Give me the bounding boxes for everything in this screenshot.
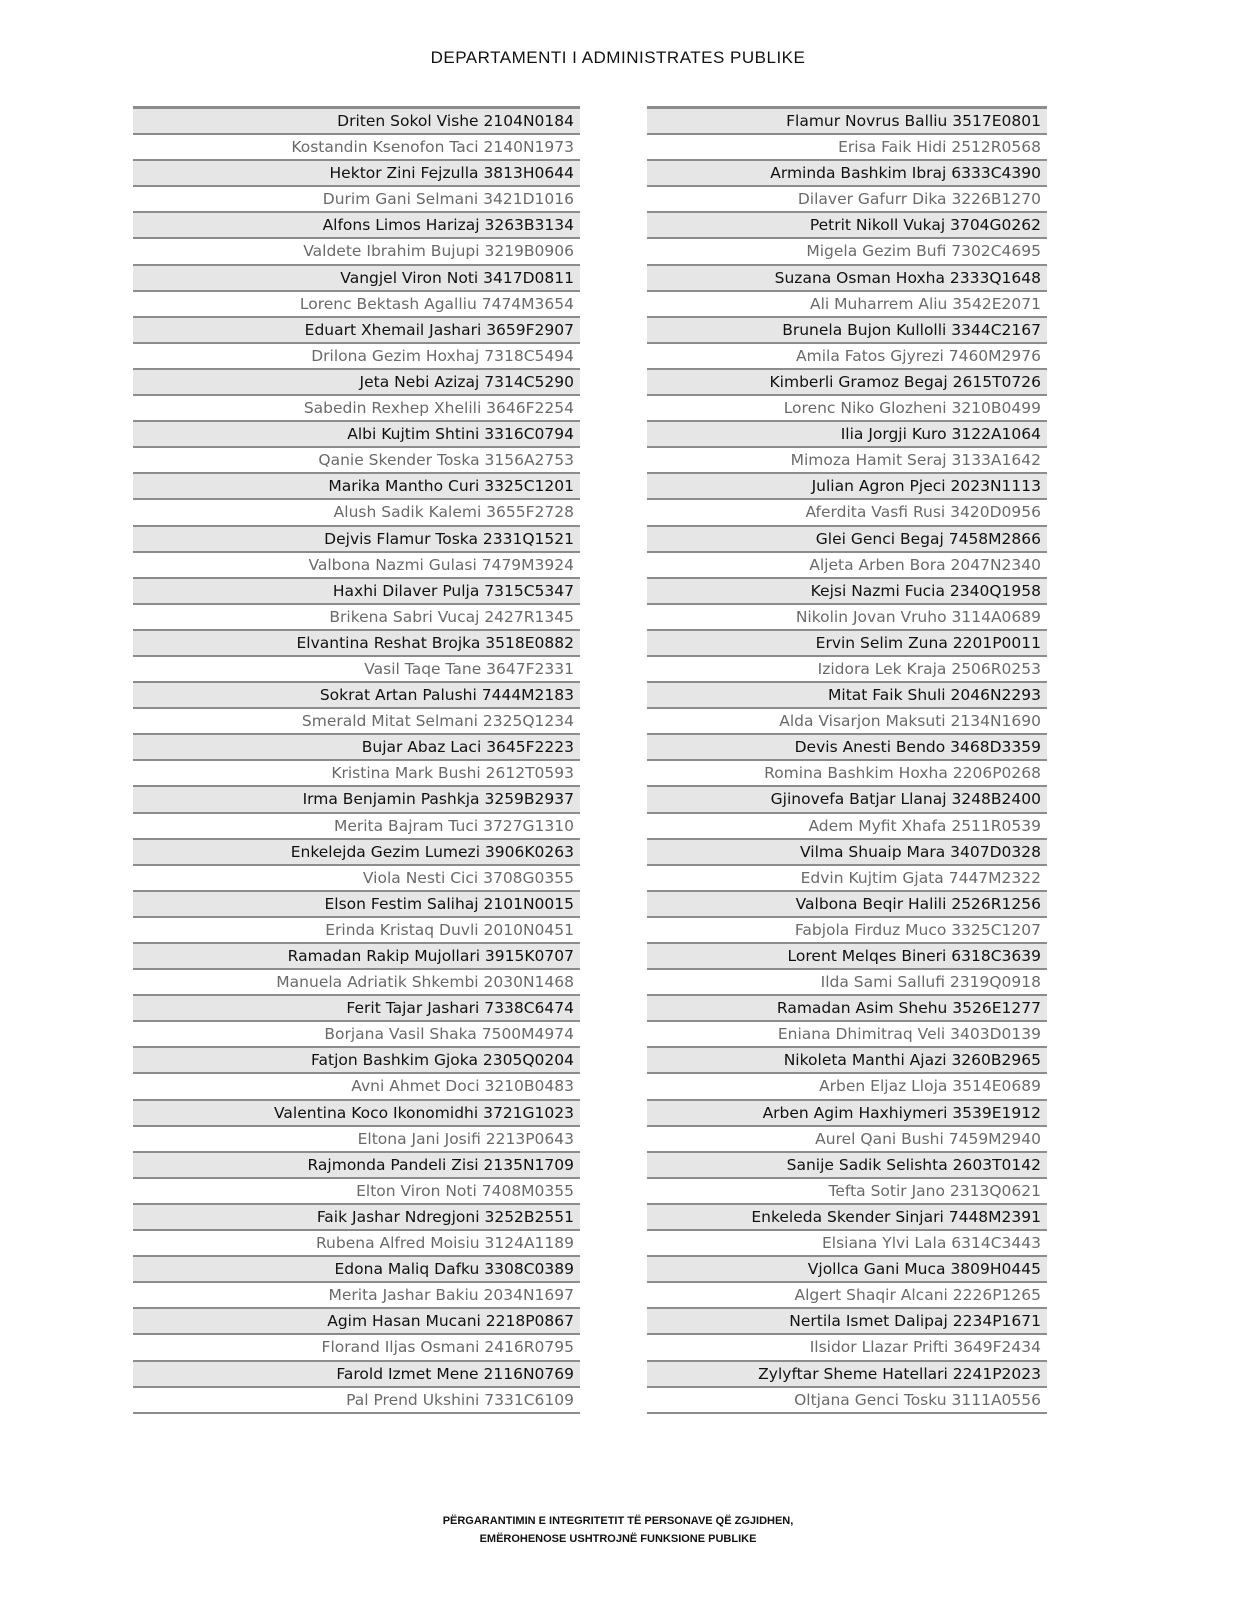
list-row: Kostandin Ksenofon Taci 2140N1973 [133,135,580,161]
list-row: Borjana Vasil Shaka 7500M4974 [133,1022,580,1048]
list-row: Rubena Alfred Moisiu 3124A1189 [133,1231,580,1257]
list-row: Farold Izmet Mene 2116N0769 [133,1362,580,1388]
list-row: Erinda Kristaq Duvli 2010N0451 [133,918,580,944]
list-row: Enkeleda Skender Sinjari 7448M2391 [647,1205,1047,1231]
list-row: Merita Jashar Bakiu 2034N1697 [133,1283,580,1309]
list-row: Eltona Jani Josifi 2213P0643 [133,1127,580,1153]
list-row: Rajmonda Pandeli Zisi 2135N1709 [133,1153,580,1179]
list-row: Aurel Qani Bushi 7459M2940 [647,1127,1047,1153]
list-row: Aferdita Vasfi Rusi 3420D0956 [647,500,1047,526]
list-row: Zylyftar Sheme Hatellari 2241P2023 [647,1362,1047,1388]
list-row: Brikena Sabri Vucaj 2427R1345 [133,605,580,631]
list-row: Elsiana Ylvi Lala 6314C3443 [647,1231,1047,1257]
list-row: Dejvis Flamur Toska 2331Q1521 [133,527,580,553]
list-row: Nikoleta Manthi Ajazi 3260B2965 [647,1048,1047,1074]
page-footer [0,1512,1236,1548]
list-row: Fabjola Firduz Muco 3325C1207 [647,918,1047,944]
list-row: Agim Hasan Mucani 2218P0867 [133,1309,580,1335]
list-row: Mimoza Hamit Seraj 3133A1642 [647,448,1047,474]
list-row: Glei Genci Begaj 7458M2866 [647,527,1047,553]
list-row: Smerald Mitat Selmani 2325Q1234 [133,709,580,735]
list-row: Ali Muharrem Aliu 3542E2071 [647,292,1047,318]
list-row: Ramadan Rakip Mujollari 3915K0707 [133,944,580,970]
list-row: Irma Benjamin Pashkja 3259B2937 [133,787,580,813]
list-row: Kimberli Gramoz Begaj 2615T0726 [647,370,1047,396]
list-row: Amila Fatos Gjyrezi 7460M2976 [647,344,1047,370]
right-name-list [647,106,1047,1414]
list-row: Ilda Sami Sallufi 2319Q0918 [647,970,1047,996]
list-row: Haxhi Dilaver Pulja 7315C5347 [133,579,580,605]
list-row: Tefta Sotir Jano 2313Q0621 [647,1179,1047,1205]
list-row: Nikolin Jovan Vruho 3114A0689 [647,605,1047,631]
list-row: Aljeta Arben Bora 2047N2340 [647,553,1047,579]
list-row: Ramadan Asim Shehu 3526E1277 [647,996,1047,1022]
list-row: Alush Sadik Kalemi 3655F2728 [133,500,580,526]
list-row: Vjollca Gani Muca 3809H0445 [647,1257,1047,1283]
list-row: Lorent Melqes Bineri 6318C3639 [647,944,1047,970]
footer-line-1: PËRGARANTIMIN E INTEGRITETIT TË PERSONAVE QË ZGJIDHEN, [442,1515,794,1527]
list-row: Valentina Koco Ikonomidhi 3721G1023 [133,1101,580,1127]
list-row: Arben Eljaz Lloja 3514E0689 [647,1074,1047,1100]
list-row: Eduart Xhemail Jashari 3659F2907 [133,318,580,344]
left-name-list [133,106,580,1414]
list-row: Ilsidor Llazar Prifti 3649F2434 [647,1335,1047,1361]
list-row: Vilma Shuaip Mara 3407D0328 [647,840,1047,866]
list-row: Pal Prend Ukshini 7331C6109 [133,1388,580,1414]
list-row: Vangjel Viron Noti 3417D0811 [133,266,580,292]
list-row: Valbona Beqir Halili 2526R1256 [647,892,1047,918]
list-row: Edona Maliq Dafku 3308C0389 [133,1257,580,1283]
list-row: Eniana Dhimitraq Veli 3403D0139 [647,1022,1047,1048]
list-row: Suzana Osman Hoxha 2333Q1648 [647,266,1047,292]
list-row: Oltjana Genci Tosku 3111A0556 [647,1388,1047,1414]
list-row: Albi Kujtim Shtini 3316C0794 [133,422,580,448]
list-row: Gjinovefa Batjar Llanaj 3248B2400 [647,787,1047,813]
list-row: Jeta Nebi Azizaj 7314C5290 [133,370,580,396]
list-row: Valbona Nazmi Gulasi 7479M3924 [133,553,580,579]
list-row: Viola Nesti Cici 3708G0355 [133,866,580,892]
list-row: Algert Shaqir Alcani 2226P1265 [647,1283,1047,1309]
list-row: Kejsi Nazmi Fucia 2340Q1958 [647,579,1047,605]
list-row: Drilona Gezim Hoxhaj 7318C5494 [133,344,580,370]
list-row: Migela Gezim Bufi 7302C4695 [647,239,1047,265]
list-row: Merita Bajram Tuci 3727G1310 [133,814,580,840]
list-row: Petrit Nikoll Vukaj 3704G0262 [647,213,1047,239]
list-row: Vasil Taqe Tane 3647F2331 [133,657,580,683]
list-row: Romina Bashkim Hoxha 2206P0268 [647,761,1047,787]
list-row: Avni Ahmet Doci 3210B0483 [133,1074,580,1100]
list-row: Sabedin Rexhep Xhelili 3646F2254 [133,396,580,422]
list-row: Driten Sokol Vishe 2104N0184 [133,109,580,135]
list-row: Qanie Skender Toska 3156A2753 [133,448,580,474]
list-row: Nertila Ismet Dalipaj 2234P1671 [647,1309,1047,1335]
footer-line-2: EMËROHENOSE USHTROJNË FUNKSIONE PUBLIKE [479,1533,757,1545]
list-row: Manuela Adriatik Shkembi 2030N1468 [133,970,580,996]
list-row: Devis Anesti Bendo 3468D3359 [647,735,1047,761]
list-row: Marika Mantho Curi 3325C1201 [133,474,580,500]
list-row: Ferit Tajar Jashari 7338C6474 [133,996,580,1022]
list-row: Sanije Sadik Selishta 2603T0142 [647,1153,1047,1179]
list-row: Brunela Bujon Kullolli 3344C2167 [647,318,1047,344]
list-row: Edvin Kujtim Gjata 7447M2322 [647,866,1047,892]
list-row: Elvantina Reshat Brojka 3518E0882 [133,631,580,657]
list-row: Alfons Limos Harizaj 3263B3134 [133,213,580,239]
list-row: Bujar Abaz Laci 3645F2223 [133,735,580,761]
page-title: DEPARTAMENTI I ADMINISTRATES PUBLIKE [430,48,806,67]
list-row: Ervin Selim Zuna 2201P0011 [647,631,1047,657]
list-row: Enkelejda Gezim Lumezi 3906K0263 [133,840,580,866]
list-row: Mitat Faik Shuli 2046N2293 [647,683,1047,709]
list-row: Elton Viron Noti 7408M0355 [133,1179,580,1205]
list-row: Valdete Ibrahim Bujupi 3219B0906 [133,239,580,265]
list-row: Florand Iljas Osmani 2416R0795 [133,1335,580,1361]
list-row: Sokrat Artan Palushi 7444M2183 [133,683,580,709]
list-row: Erisa Faik Hidi 2512R0568 [647,135,1047,161]
list-row: Julian Agron Pjeci 2023N1113 [647,474,1047,500]
list-row: Adem Myfit Xhafa 2511R0539 [647,814,1047,840]
list-row: Izidora Lek Kraja 2506R0253 [647,657,1047,683]
list-row: Lorenc Bektash Agalliu 7474M3654 [133,292,580,318]
list-row: Fatjon Bashkim Gjoka 2305Q0204 [133,1048,580,1074]
list-row: Alda Visarjon Maksuti 2134N1690 [647,709,1047,735]
list-row: Dilaver Gafurr Dika 3226B1270 [647,187,1047,213]
list-row: Lorenc Niko Glozheni 3210B0499 [647,396,1047,422]
list-row: Durim Gani Selmani 3421D1016 [133,187,580,213]
list-row: Elson Festim Salihaj 2101N0015 [133,892,580,918]
list-row: Kristina Mark Bushi 2612T0593 [133,761,580,787]
list-row: Arben Agim Haxhiymeri 3539E1912 [647,1101,1047,1127]
list-row: Faik Jashar Ndregjoni 3252B2551 [133,1205,580,1231]
list-row: Ilia Jorgji Kuro 3122A1064 [647,422,1047,448]
list-row: Arminda Bashkim Ibraj 6333C4390 [647,161,1047,187]
list-row: Flamur Novrus Balliu 3517E0801 [647,109,1047,135]
list-row: Hektor Zini Fejzulla 3813H0644 [133,161,580,187]
